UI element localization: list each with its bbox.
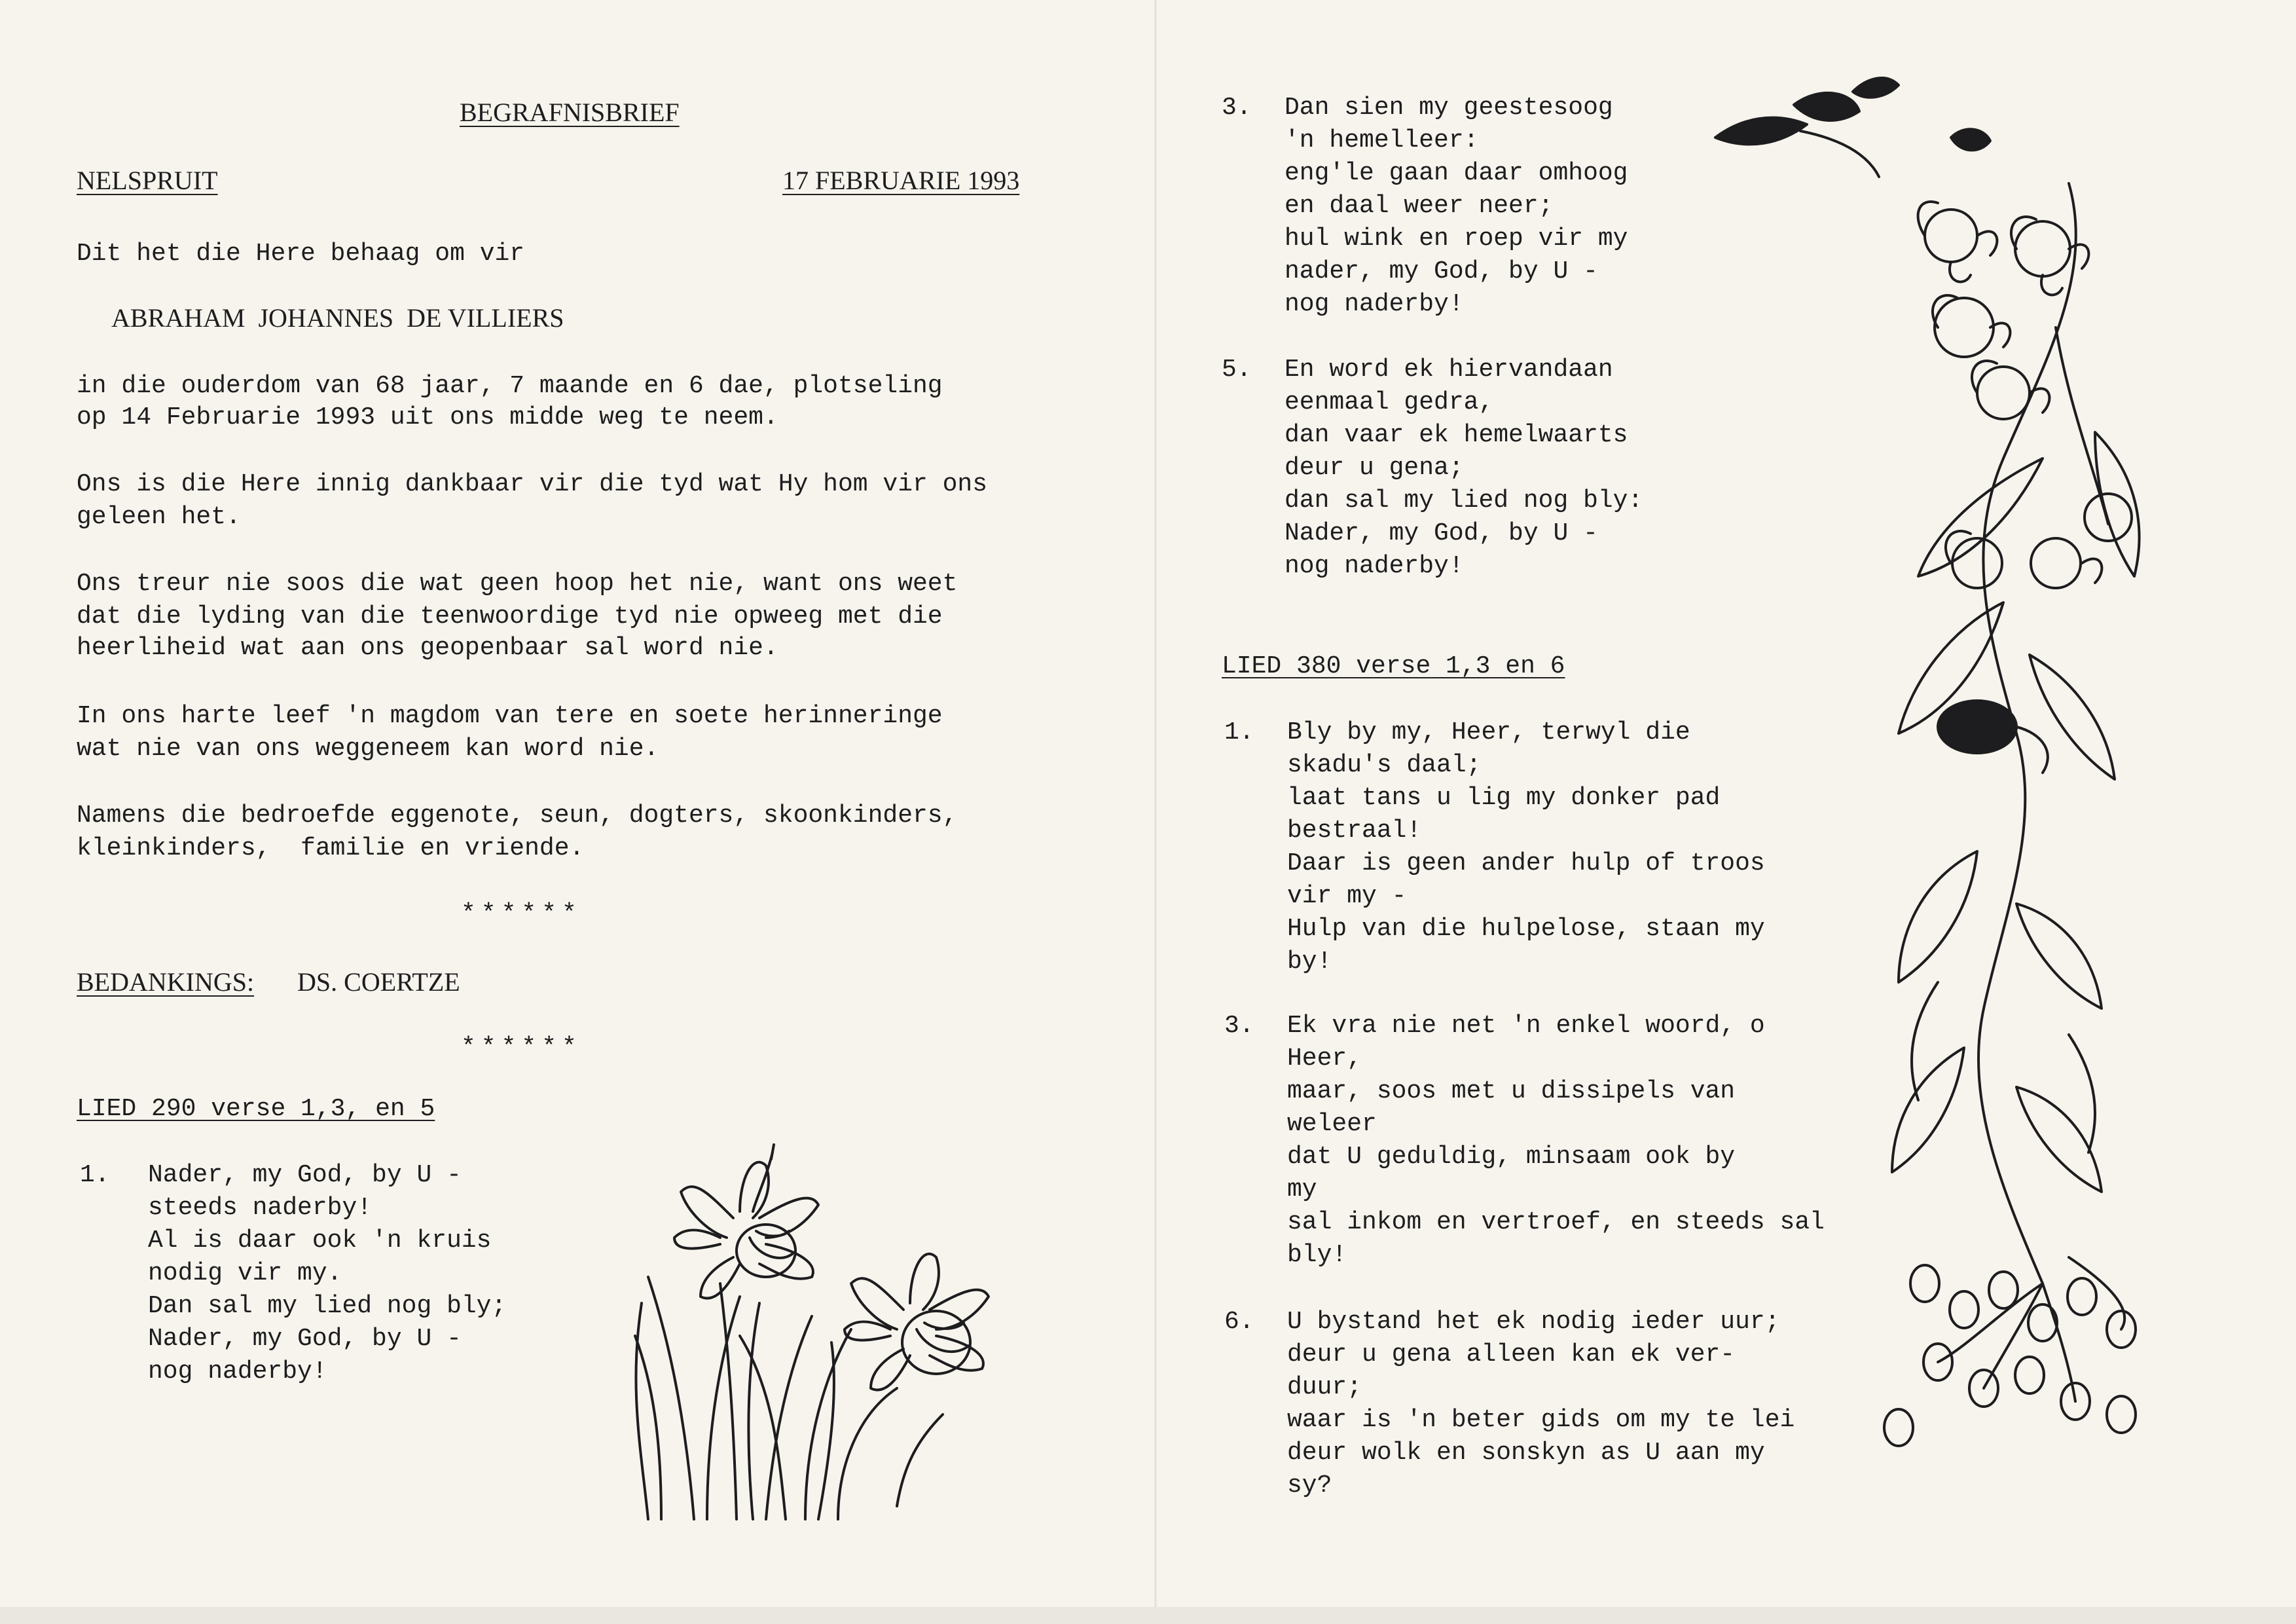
- verse-line: duur;: [1287, 1373, 1362, 1401]
- verse-line: weleer: [1287, 1110, 1377, 1138]
- verse-line: nodig vir my.: [148, 1259, 342, 1287]
- verse-line: dan vaar ek hemelwaarts: [1285, 421, 1628, 449]
- letter-title: BEGRAFNISBRIEF: [460, 98, 680, 127]
- verse-line: Hulp van die hulpelose, staan my: [1287, 915, 1765, 943]
- verse-line: skadu's daal;: [1287, 751, 1482, 779]
- hymn-290-title: LIED 290 verse 1,3, en 5: [77, 1095, 435, 1123]
- verse-line: steeds naderby!: [148, 1194, 373, 1222]
- hymn-290-verse-3: [1285, 92, 1628, 321]
- paragraph-hope-line-3: heerliheid wat aan ons geopenbaar sal word nie.: [77, 634, 778, 662]
- verse-line: Nader, my God, by U -: [1285, 519, 1598, 547]
- verse-line: U bystand het ek nodig ieder uur;: [1287, 1308, 1780, 1336]
- paragraph-hope-line-1: Ons treur nie soos die wat geen hoop het nie, want ons weet: [77, 570, 958, 598]
- verse-line: dat U geduldig, minsaam ook by: [1287, 1143, 1736, 1171]
- verse-line: sal inkom en vertroef, en steeds sal: [1287, 1208, 1825, 1236]
- place-label: NELSPRUIT: [77, 166, 218, 195]
- verse-line: eenmaal gedra,: [1285, 388, 1494, 416]
- paragraph-hope-line-2: dat die lyding van die teenwoordige tyd nie opweeg met die: [77, 602, 943, 631]
- paragraph-memories-line-2: wat nie van ons weggeneem kan word nie.: [77, 735, 659, 763]
- hymn-290-verse-5: [1285, 354, 1643, 583]
- daffodil-illustration: [622, 1139, 1067, 1532]
- verse-line: 'n hemelleer:: [1285, 126, 1479, 155]
- verse-line: deur u gena;: [1285, 454, 1464, 482]
- verse-line: Bly by my, Heer, terwyl die: [1287, 718, 1690, 747]
- verse-line: laat tans u lig my donker pad: [1287, 784, 1721, 812]
- verse-line: deur u gena alleen kan ek ver-: [1287, 1340, 1736, 1369]
- verse-number: 1.: [80, 1161, 110, 1189]
- verse-line: waar is 'n beter gids om my te lei: [1287, 1406, 1795, 1434]
- verse-line: Dan sal my lied nog bly;: [148, 1292, 507, 1320]
- verse-line: my: [1287, 1175, 1317, 1204]
- verse-line: Dan sien my geestesoog: [1285, 94, 1613, 122]
- verse-line: deur wolk en sonskyn as U aan my: [1287, 1439, 1765, 1467]
- verse-number: 1.: [1224, 718, 1254, 747]
- paragraph-family-line-2: kleinkinders, familie en vriende.: [77, 834, 585, 862]
- verse-line: nog naderby!: [1285, 290, 1464, 318]
- page-fold: [1154, 0, 1157, 1624]
- verse-number: 5.: [1222, 356, 1252, 384]
- verse-line: En word ek hiervandaan: [1285, 356, 1613, 384]
- thanks-minister: DS. COERTZE: [297, 967, 460, 997]
- verse-line: Al is daar ook 'n kruis: [148, 1227, 492, 1255]
- verse-line: hul wink en roep vir my: [1285, 225, 1628, 253]
- thanks-label: BEDANKINGS:: [77, 967, 255, 997]
- paragraph-thanks-line-2: geleen het.: [77, 503, 241, 531]
- hymn-380-title: LIED 380 verse 1,3 en 6: [1222, 652, 1565, 680]
- paragraph-age-line-1: in die ouderdom van 68 jaar, 7 maande en 6 dae, plotseling: [77, 372, 943, 400]
- paragraph-age-line-2: op 14 Februarie 1993 uit ons midde weg te neem.: [77, 403, 778, 432]
- flower-vine-illustration: [1702, 65, 2174, 1506]
- paragraph-memories-line-1: In ons harte leef 'n magdom van tere en soete herinneringe: [77, 702, 943, 730]
- paragraph-family-line-1: Namens die bedroefde eggenote, seun, dogters, skoonkinders,: [77, 802, 958, 830]
- verse-line: en daal weer neer;: [1285, 192, 1554, 220]
- hymn-290-verse-1: [148, 1159, 506, 1388]
- separator-stars: ******: [461, 900, 582, 928]
- hymn-380-verse-1: [1287, 716, 1765, 978]
- verse-line: eng'le gaan daar omhoog: [1285, 159, 1628, 187]
- separator-stars: ******: [461, 1033, 582, 1061]
- verse-line: nog naderby!: [148, 1357, 327, 1386]
- verse-line: bly!: [1287, 1241, 1347, 1269]
- verse-line: dan sal my lied nog bly:: [1285, 487, 1643, 515]
- verse-line: maar, soos met u dissipels van: [1287, 1077, 1736, 1105]
- verse-line: bestraal!: [1287, 817, 1422, 845]
- verse-line: by!: [1287, 948, 1332, 976]
- verse-line: Ek vra nie net 'n enkel woord, o: [1287, 1012, 1765, 1040]
- verse-number: 3.: [1222, 94, 1252, 122]
- verse-number: 6.: [1224, 1308, 1254, 1336]
- verse-line: Nader, my God, by U -: [148, 1325, 462, 1353]
- paper-edge: [0, 1607, 2296, 1624]
- verse-line: vir my -: [1287, 882, 1407, 910]
- verse-line: Daar is geen ander hulp of troos: [1287, 849, 1765, 877]
- verse-line: nog naderby!: [1285, 552, 1464, 580]
- date-label: 17 FEBRUARIE 1993: [782, 166, 1020, 195]
- deceased-name: ABRAHAM JOHANNES DE VILLIERS: [111, 303, 564, 333]
- verse-line: Nader, my God, by U -: [148, 1161, 462, 1189]
- intro-line: Dit het die Here behaag om vir: [77, 240, 525, 268]
- verse-line: sy?: [1287, 1471, 1332, 1500]
- verse-number: 3.: [1224, 1012, 1254, 1040]
- paragraph-thanks-line-1: Ons is die Here innig dankbaar vir die tyd wat Hy hom vir ons: [77, 470, 988, 498]
- verse-line: nader, my God, by U -: [1285, 257, 1598, 286]
- verse-line: Heer,: [1287, 1044, 1362, 1073]
